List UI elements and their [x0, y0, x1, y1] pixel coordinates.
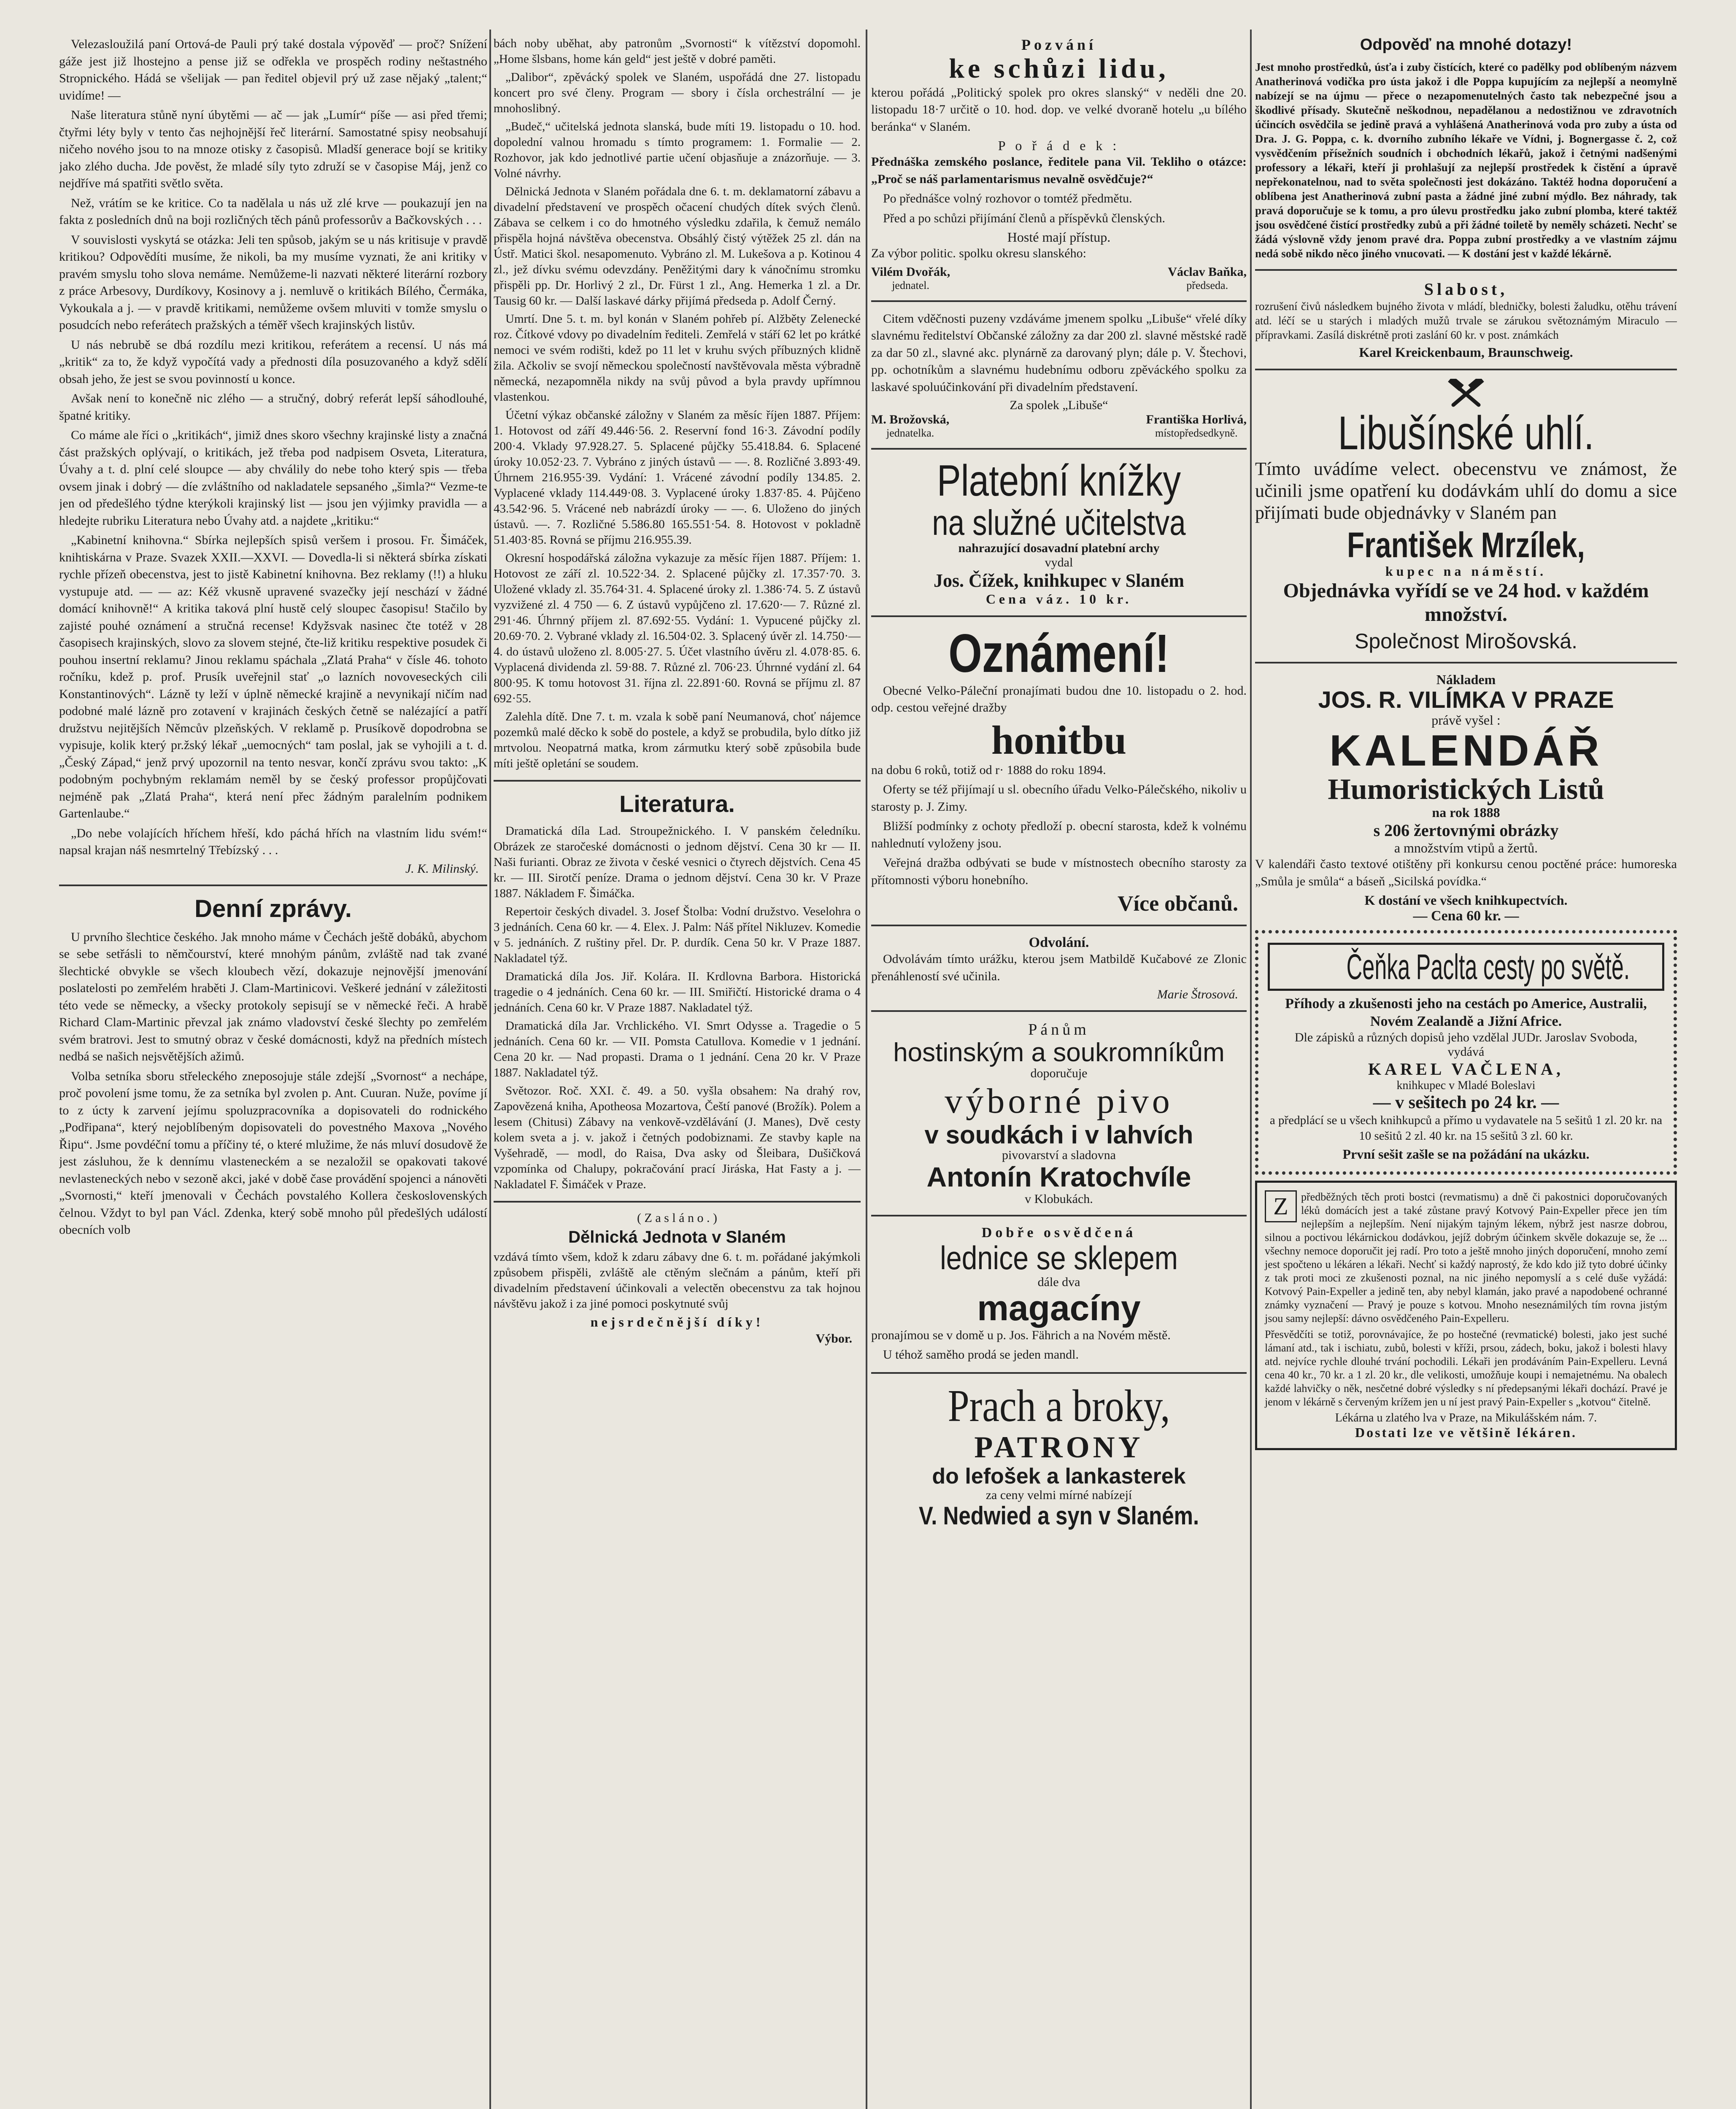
- odpoved-title: Odpověď na mnohé dotazy!: [1360, 36, 1572, 54]
- panum-line: v Klobukách.: [1025, 1192, 1093, 1206]
- kalendar-title: KALENDÁŘ: [1329, 726, 1603, 775]
- column-2: [494, 36, 861, 2109]
- predplaci-text: a předplácí se u všech knihkupců a přímo u vydavatele na 5 sešitů 1 zl. 20 kr. na 10 sešitů 2 zl. 40 kr. na 15 sešitů 3 zl. 60 kr.: [1269, 1114, 1663, 1143]
- news-item: Volba setníka sboru střeleckého zneposojuje stále zdejší „Svornost“ a nechápe, proč povolení jsme tomu, že za setníka byl zvolen p. Ant. Cuuran. Nuže, povíme jí to z úcty k zarvení jejímu spoluzpracovníka a dopisovateli do rodnického „Podřipana“, který nejoblíbeným dopisovateli do povestného Maxova „Nového Řipu“. Jsme povdéční tomu a příčiny té, o které mlužime, že nás mluví dosudově že jest zásluhou, že k dennímu vlasteneckém a se nezaložil se opakovati takové nevlasteneckých nebo v sezoně akci, jaké v době čase provádění spojenci a nánověti „Svornosti,“ kteří jmenovali v Čechách povstalého Kollera československých čelnou. Vždyt to byl pan Václ. Zdenka, který sobě mnoho půl předešlých událostí obecních volb: [59, 1069, 487, 1237]
- dostati-line: Dostati lze ve většině lékáren.: [1355, 1425, 1577, 1440]
- vydava-label: vydává: [1447, 1045, 1485, 1059]
- section-divider: [494, 1201, 861, 1203]
- committee-line: Za výbor politic. spolku okresu slanského:: [871, 246, 1086, 261]
- publisher-name: Jos. Čížek, knihkupec v Slaném: [933, 570, 1185, 591]
- initial-letter: Z: [1265, 1190, 1297, 1222]
- pain-text: Přesvědčíti se totiž, porovnávajíce, že po hostečné (revmatické) bolesti, jako jest suché lámaní atd., tak i ischiatu, zubů, bolesti v kříži, prsou, zádech, boku, jakož i bolesti hlavy atd. nejvíce rychle dlouhé trvání pochodili. Lékaři jen prodáváním Pain-Expelleru. Levná cena 40 kr., 70 kr. a 1 zl. 20 kr., dle velikosti, umožňuje koupi i nemajetnému. Na obalech každé lahvičky o něk, nesčetné dobré výsledky s ní předepsanými lékaři dochází. Pravé je jenom v lékárně s červeným krížem jen u ní jest pravý Pain-Expeller s „kotvou“ čitelně.: [1265, 1328, 1667, 1408]
- platebni-title: Platební knížky: [937, 456, 1181, 506]
- magaciny-title: magacíny: [977, 1288, 1141, 1328]
- panum-line: výborné pivo: [945, 1081, 1173, 1121]
- mrzilek-name: František Mrzílek,: [1347, 525, 1585, 565]
- magaciny-text: U téhož saměho prodá se jeden mandl.: [883, 1348, 1079, 1362]
- zaslano-signature: Výbor.: [815, 1332, 852, 1346]
- signature-role: předseda.: [1186, 279, 1228, 291]
- poradek-item: Po přednášce volný rozhovor o tomtéž předmětu.: [883, 191, 1132, 206]
- signature-name: Františka Horlivá,: [1146, 413, 1247, 427]
- vilimek-name: JOS. R. VILÍMKA V PRAZE: [1318, 686, 1614, 713]
- pravevysel-label: právě vyšel :: [1431, 712, 1501, 728]
- prach-title: Prach a broky,: [948, 1381, 1170, 1431]
- magaciny-text: pronajímou se v domě u p. Jos. Fährich a na Novém městě.: [871, 1328, 1171, 1342]
- pacl-title: Čeňka Paclta cesty po světě.: [1346, 947, 1630, 987]
- spolek-label: Za spolek „Libuše“: [1010, 398, 1108, 413]
- vaclena-name: KAREL VAČLENA,: [1368, 1060, 1564, 1079]
- lednice-label: Dobře osvědčená: [981, 1224, 1137, 1241]
- panum-line: pivovarství a sladovna: [1002, 1148, 1116, 1162]
- section-divider: [494, 780, 861, 782]
- article-paragraph: Avšak není to konečně nic zlého — a stručný, dobrý referát lepší sáhodlouhé, špatné kritiky.: [59, 391, 487, 423]
- column-rule: [866, 30, 867, 2109]
- news-item: Účetní výkaz občanské záložny v Slaném za měsíc říjen 1887. Příjem: 1. Hotovost od září 49.446·56. 2. Reservní fond 16·3. Závodní podíly 200·4. Vklady 97.928.27. 5. Splacené půjčky 55.418.84. 6. Splacené úroky 10.052·23. 7. Vybráno z jiných ústavů — —. 8. Rozličné 3.893·49. Úhrnem 216.955·39. Vydání: 1. Vrácené závodní podíly 134.85. 2. Vyplacené vklady 114.449·08. 3. Vyplacené úroky 1.837·85. 4. Půjčeno 43.542·96. 5. Vrácené neb nabrázdí úroky — —. 6. Uloženo do jiných ústavů. —. 7. Rozličné 5.586.80 165.551·54. 8. Hotovost v pokladně 51.403·85. Rovná se příjmu 216.955.39.: [494, 408, 861, 547]
- odvolani-text: Odvolávám tímto urážku, kterou jsem Matbildě Kučabové ze Zlonic přenáhleností své učinila.: [871, 952, 1247, 983]
- price: Cena váz. 10 kr.: [985, 591, 1132, 607]
- mirosovska-name: Společnost Mirošovská.: [1354, 629, 1577, 653]
- author-signature: J. K. Milinský.: [405, 861, 479, 876]
- pozvani-label: Pozvání: [1021, 36, 1096, 53]
- odvolani-title: Odvolání.: [1029, 935, 1089, 951]
- lednice-title: lednice se sklepem: [940, 1239, 1178, 1276]
- panum-line: Antonín Kratochvíle: [926, 1161, 1191, 1193]
- column-4: [1255, 36, 1677, 2109]
- pain-expeller-ad: [1255, 1181, 1677, 1450]
- article-paragraph: Naše literatura stůně nyní úbytěmi — ač — jak „Lumír“ píše — asi před třemi; čtyřmi léty byly v tento čas nejhojnější řeč literární. Samostatné spisy neobsahují ničeho nového jsou to na mnoze otisky z časopisů. Mladší generace bojí se kritiky jako zlého ducha. Jde pověst, že mladé síly tyto združí se v časopise Máj, jenž co nejdříve má spatřiti světlo světa.: [59, 108, 487, 190]
- pacl-author: Dle zápisků a různých dopisů jeho vzdělal JUDr. Jaroslav Svoboda,: [1294, 1030, 1638, 1045]
- section-divider: [871, 300, 1247, 302]
- kalendar-text: V kalendáři často textové otištěny při konkursu cenou poctěné práce: humoreska „Smůla je smůla“ a báseň „Sicilská povídka.“: [1255, 857, 1677, 888]
- news-item: Umrtí. Dne 5. t. m. byl konán v Slaném pohřeb pí. Alžběty Zelenecké roz. Čítkové vdovy po divadelním řediteli. Zemřelá v stáří 62 let po krátké nemoci ve svém rodišti, kdež po 11 let v kruhu svých příbuzných klidně žila. Ačkoliv se svojí německou společností navštěvovala města výbradně německá, nezapomněla nikdy na svůj původ a byla pravdy upřímnou vlastenkou.: [494, 312, 861, 404]
- column-rule: [1250, 30, 1252, 2109]
- honitba-text: Oferty se též přijímají u sl. obecního úřadu Velko-Pálečského, nikoliv u starosty p. J. Zimy.: [871, 782, 1247, 814]
- article-paragraph: „Kabinetní knihovna.“ Sbírka nejlepších spisů veršem i prosou. Fr. Šimáček, knihtiskárna v Praze. Svazek XXII.—XXVI. — Dovedla-li si některá sbírka získati rychle přízeň obecenstva, jest to jistě Kabinetní knihovna. Bez reklamy (!!) a hluku vystupuje atd. — — az: Kéž vkusně upravené svazečky její neschází v žádné domácí knihovně!“ A kritika taková plní hustě celý sloupec časopisu! Stačilo by zajisté pouhé oznámení a stručná recense! Kdyžsvak nasinec čte totéž v 28 časopisech krajinských, slovo za slovem stejné, čte-liž kritiku respektive posudek či pouhou insertní reklamu? Jinou reklamu spáchala „Zlatá Praha“ v čísle 46. tohoto ročníku, kdež p. prof. Prusík uveřejnil stať „o lazních novoveseckých cili Konstantinových“. Lázně ty leží v úplně německé krajině a nevynikají ničím nad podobné malé lázně pro zotavení v krajinách českých četně se nalézající a patří družstvu nejitějších Němcův plzeňských. V reklamě p. Prusíkově dopodrobna se vypisuje, kolik který pr.žský lékař „uemocných“ tam poslal, jak se vyhojili a t. d. „Český Západ,“ jenž prvý upozornil na tento nesvar, končí zprávu svou takto: „K podobným pochybným reklamám neměl by se český professor propůjčovati nejméně pak „Zlatá Praha“, která není přec žádným paralelním podnikem Gartenlaube.“: [59, 533, 487, 820]
- patrony-title: PATRONY: [974, 1430, 1144, 1464]
- nakladem-label: Nákladem: [1436, 672, 1496, 687]
- section-title: Denní zprávy.: [194, 895, 352, 922]
- pacl-subtitle: Příhody a zkušenosti jeho na cestách po Americe, Australii, Novém Zealandě a Jižní Africe.: [1285, 996, 1647, 1030]
- odpoved-text: Jest mnoho prostředků, úsťa i zuby čistících, které co padělky pod oblíbeným názvem Anatherinová vodička pro ústa jakož i dle Poppa kupujícím za nejlepší a neomylně nabízejí se na újmu — přece o nezapomenutelných často tak nebezpečné jsou a škodlivé přísady. Skutečně neškodnou, nepadělanou a nedostižnou ve zdravotních účincích osvědčila se jedině pravá a vyhlášená Anatherinová voda pro zuby a ústa od Dra. J. G. Poppa, c. k. dvorního zubního lékaře ve Vídni, j. Bognergasse č. 2, což vysvědčením přísežních soudních i obchodních lékařů, jakož i četnými nadšenými professory a lékaři, kteří ji prohlašují za nejlepší prostředek k čistění a úpravě nepřekonatelnou, nad to světa společnosti jest dokázáno. Taktéž hodna doporučení a oblíbena jest Anatherinová zubní pasta a žádné jiné zubní mýdlo. Bez náhrady, tak pravá doporučuje se k tomu, a pro úlevu prostředku jako zubní plomba, které taktéž jsou osvědčené čistící prostředky zubů a při žádné toiletě by neměly scházeti. Nechť se žádá výslovně vždy jenom pravé dra. Poppa zubní prostředky a ve vlastním zájmu nedá sobě nikdo něco jiného vnucovati. — K dostání jest v každé lékárně.: [1255, 61, 1677, 260]
- section-divider: [871, 925, 1247, 926]
- platebni-subtitle: na služné učitelstva: [932, 503, 1186, 543]
- lednice-line: dále dva: [1037, 1275, 1080, 1289]
- signature-name: Vilém Dvořák,: [871, 264, 950, 279]
- prices-line: za ceny velmi mírné nabízejí: [985, 1488, 1132, 1502]
- column-1: [59, 36, 487, 2109]
- panum-line: doporučuje: [1030, 1066, 1088, 1081]
- objednavka-text: Objednávka vyřídí se ve 24 hod. v každém množství.: [1283, 579, 1649, 626]
- guests-note: Hosté mají přístup.: [1007, 229, 1111, 245]
- platebni-note: nahrazující dosavadní platební archy: [958, 541, 1160, 556]
- honitba-text: Bližší podmínky z ochoty předloží p. obecní starosta, kdež k volnému nahlednutí vyloženy jsou.: [871, 819, 1247, 850]
- mrzilek-subtitle: kupec na náměstí.: [1385, 563, 1547, 579]
- section-divider: [871, 615, 1247, 617]
- section-divider: [871, 1372, 1247, 1374]
- hammers-icon: [1447, 379, 1485, 408]
- signatures: [871, 265, 1247, 292]
- article-paragraph: U nás nebrubě se dbá rozdílu mezi kritikou, referátem a recensí. U nás má „kritik“ za to, že když vypočítá vady a přednosti díla posuzovaného a když sdělí obsah jeho, že jest se svou povinností u konce.: [59, 337, 487, 386]
- slabost-text: rozrušení čivů následkem bujného života v mládí, bledničky, bolesti žaludku, otěhu trávení atd. léčí se u starých i mladých mužů trvale se zárukou světoznámým Miraculo — přípravkami. Zasílá diskrétně proti zaslání 60 kr. v post. známkách: [1255, 300, 1677, 341]
- panum-line: v soudkách i v lahvích: [924, 1121, 1193, 1149]
- section-divider: [1255, 269, 1677, 271]
- vaclena-subtitle: knihkupec v Mladé Boleslavi: [1396, 1079, 1536, 1092]
- honitba-signature: Více občanů.: [1118, 892, 1238, 916]
- availability-line: K dostání ve všech knihkupectvích.: [1364, 893, 1568, 908]
- signature-role: místopředsedkyně.: [1155, 427, 1238, 440]
- honitba-title: honitbu: [991, 717, 1127, 763]
- sesitech-line: — v sešitech po 24 kr. —: [1373, 1093, 1559, 1113]
- vydal-label: vydal: [1045, 556, 1073, 570]
- news-item: Okresní hospodářská záložna vykazuje za měsíc říjen 1887. Příjem: 1. Hotovost ze září zl. 10.522·34. 2. Splacené půjčky zl. 17.357·70. 3. Uložené vklady zl. 35.764·31. 4. Splacené úroky zl. 1.386·74. 5. Z ústavů vyzvižené zl. 4 750 — 6. Z ústavů vypůjčeno zl. 17.620·— 7. Různé zl. 291·46. Úhrnný příjem zl. 87.692·55. Vydání: 1. Vypucené půjčky zl. 20.69·70. 2. Vybrané vklady zl. 16.504·02. 3. Splacený úvěr zl. 14.750·— 4. do ústavů uloženo zl. 8.005·27. 5. Účet vlastního úvěru zl. 4.078·85. 6. Vyplacená dividenda zl. 59·88. 7. Různé zl. 706·23. Úhrnné vydání zl. 64 800·95. K tomu hotovost 31. října zl. 22.891·60. Rovná se příjmu zl. 87 692·55.: [494, 551, 861, 705]
- thanks-text: Citem vděčnosti puzeny vzdáváme jmenem spolku „Libuše“ vřelé díky slavnému ředitelství Občanské záložny za dar 200 zl. slavné městské radě za dar 50 zl., slavné akc. plynárně za darovaný plyn; dále p. V. Štechovi, pp. ochotníkům a slavnému hudebnímu odboru zpěváckého spolku za laskavé spoluúčinkování při divadelním představení.: [871, 311, 1247, 394]
- news-item: bách noby uběhat, aby patronům „Svornosti“ k vítězství dopomohl. „Home šlsbans, home kán geld“ jest ještě v dobré paměti.: [494, 37, 861, 66]
- nedwied-name: V. Nedwied a syn v Slaném.: [918, 1501, 1199, 1530]
- news-item: Dělnická Jednota v Slaném pořádala dne 6. t. m. deklamatorní zábavu a divadelní představení ve prospěch očacení chudých dítek svých členů. Zábava se celkem i co do hmotného výsledku zdařila, k čemuž nemálo přispěla hojná návštěva obecenstva. Obsáhlý čistý výtěžek 25 zl. dán na Ústř. Matici škol. nesapomenuto. Vybráno zl. M. Lukešova a p. Kotinou 4 zl., jež dívku svému odevzdány. Peněžitými dary k vánočnímu stromku přispěli pp. Dr. Horlivý 2 zl., Dr. Fürst 1 zl., Ang. Hemerka 1 zl. a Dr. Tausig 60 kr. — Další laskavé dárky přijímá předseda p. Adolf Černý.: [494, 185, 861, 307]
- article-paragraph: „Do nebe volajících hříchem hřeší, kdo páchá hřích na vlastním lidu svém!“ napsal krajan náš nesmrtelný Třebízský . . .: [59, 826, 487, 857]
- pozvani-title: ke schůzi lidu,: [949, 53, 1169, 84]
- honitba-text: Obecné Velko-Páleční pronajímati budou dne 10. listopadu o 2. hod. odp. cestou veřejné dražby: [871, 683, 1247, 715]
- poradek-label: P o ř á d e k :: [998, 138, 1120, 154]
- column-rule: [489, 30, 491, 2109]
- section-divider: [1255, 662, 1677, 663]
- section-divider: [59, 885, 487, 886]
- year-line: na rok 1888: [1432, 805, 1500, 820]
- pozvani-text: kterou pořádá „Politický spolek pro okres slanský“ v neděli dne 20. listopadu 18·7 určitě o 10. hod. dop. ve velké dvoraně hotelu „u bílého beránka“ v Slaném.: [871, 85, 1247, 134]
- article-paragraph: Co máme ale říci o „kritikách“, jimiž dnes skoro všechny krajinské listy a značná část pražských oplývají, o kritikách, jež třeba pod nadpisem Osveta, Literatura, Úvahy a t. d. plní celé sloupce — aby chválily do nebe toho který spis — třeba ovsem jinak i dobrý — díe zvláštního od nakladatele sepsaného „šimla?“ Vezme-te jen od předešlého týdne kterýkoli krajinský list — jsou jen výjimky pravidla — a hledejte rubriku Literatura nebo Úvahy atd. a najdete „kritiku:“: [59, 428, 487, 528]
- signature-role: jednatelka.: [886, 427, 934, 440]
- literature-item: Světozor. Roč. XXI. č. 49. a 50. vyšla obsahem: Na drahý rov, Zapovězená kniha, Apotheosa Mozartova, Čeští panové (Brožík). Polem a lesem (Chitusi) Zábavy na venkově-vzdělávání (J. Manes), Dvě cesty kolem sveta a j. v. jakož i četných podobiznami. Ze stavby kaple na Vyšehradě, — modl, do Raisa, Dva asky od Šleibara, Dušičková vzpomínka od Chalupy, pokračování prací Jiráska, Hat Fasty a j. — Nakladatel F. Šimáček v Praze.: [494, 1084, 861, 1191]
- literature-item: Repertoir českých divadel. 3. Josef Štolba: Vodní družstvo. Veselohra o 3 jednáních. Cena 60 kr. — 4. Elex. J. Palm: Náš přítel Nikluzev. Komedie v 5. jednáních. Z ruštiny přel. Dr. P. durdík. Cena 50 kr. V Praze 1887. Nakladatel týž.: [494, 905, 861, 965]
- signature-name: Václav Baňka,: [1168, 264, 1247, 279]
- literature-item: Dramatická díla Jos. Jiř. Kolára. II. Krdlovna Barbora. Historická tragedie o 4 jednáních. Cena 60 kr. — III. Smiřičtí. Historické drama o 4 jednáních. Cena 60 kr. V Praze 1887. Nakladatel týž.: [494, 970, 861, 1014]
- signatures: [871, 413, 1247, 440]
- lefosek-line: do lefošek a lankasterek: [932, 1464, 1186, 1489]
- libusinske-title: Libušínské uhlí.: [1338, 407, 1594, 459]
- zaslano-label: ( Z a s l á n o . ): [637, 1211, 717, 1225]
- article-paragraph: Než, vrátím se ke kritice. Co ta nadělala u nás už zlé krve — poukazují jen na fakta z posledních dnů na boji rozličných těch pánů professorův a Bačkovských . . .: [59, 196, 487, 227]
- oznameni-title: Oznámení!: [948, 623, 1169, 684]
- pain-text: předběžných těch proti bostci (revmatismu) a dně či pakostnici doporučovaných léků domácích jest a také zůstane pravý Kotvový Pain-Expeller přece jen tím nejlepším a nejlepším. Není nijakým tajným lékem, nýbrž jest nasrze dobrou, silnou a poctivou lékárnickou dodávkou, jejíž dobrým účinkem skvěle dokazuje se, že ... všechny nemoce doporučit jej radí. Pro toto a ještě mnoho jiných doporučení, mnoho zemí jest spočteno u lékáren a lékaři. Nechť si každý naprostý, že kdo kdo již tyto dobré účinky z tak proti moci ze zkušenosti poznal, na nic jiného nepomyslí a s celé duše vyžádá: Kotvový Pain-Expeller a jedině ten, aby nebyl klamán, jako pravé a napodobené ochranné známky vyznačení — Pravý je pouze s kotvou. Mnoho neseznámilých tím rovna jistým jsou samy nejlepší: dávno osvědčeného Pain-Expelleru.: [1265, 1191, 1667, 1325]
- news-item: „Budeč,“ učitelská jednota slanská, bude míti 19. listopadu o 10. hod. dopolední valnou hromadu s tímto programem: 1. Formalie — 2. Rozhovor, jak kdo jednotlivé partie učení objasňuje a znázorňuje. — 3. Volné návrhy.: [494, 120, 861, 180]
- section-title: Literatura.: [619, 790, 735, 817]
- news-item: „Dalibor“, zpěvácký spolek ve Slaném, uspořádá dne 27. listopadu koncert pro své členy. Program — sbory i čísla orchestrální — je mnohoslibný.: [494, 70, 861, 115]
- news-item: U prvního šlechtice českého. Jak mnoho máme v Čechách ještě dobáků, abychom se sebe setřásli to němčourství, které mnohým pánům, zvláště nad tak zvané šlechtické obvykle se všech kloubech vězí, dokazuje nejnovější jmenování poslatelosti po zemřelém hraběti J. Clam-Martinicovi. Veškeré jednání v záležitosti této vede se německy, a všecky protokoly sepisují se v německé řeči. A hrabě Richard Clam-Martinic převzal jak známo vladovství české šlechty po zemřelém svém bratrovi. Jest to smutný obraz v české domácnosti, když na předních místech nedbá se našich nejsvětějších ažimů.: [59, 930, 487, 1063]
- section-divider: [871, 1010, 1247, 1012]
- zaslano-thanks: nejsrdečnější díky!: [590, 1314, 764, 1330]
- news-item: Zalehla dítě. Dne 7. t. m. vzala k sobě paní Neumanová, choť nájemce pozemků malé děcko k sobě do postele, a když se probudila, bylo dítko již mrtvolou. Neopatrná matka, krom zármutku který sobě způsobila bude míti ještě opletání se soudem.: [494, 710, 861, 770]
- panum-label: Pánům: [1028, 1021, 1090, 1039]
- article-paragraph: Velezasloužilá paní Ortová-de Pauli prý také dostala výpověď — proč? Snížení gáže jest již lhostejno a pense již se odřekla ve prospěch rodiny neštastného Stropnického. Hádá se všelijak — pan ředitel objevil prý už zase nějaký „talent;“ uvidíme! —: [59, 37, 487, 102]
- poradek-item: Přednáška zemského poslance, ředitele pana Vil. Tekliho o otázce: „Proč se náš parlamentarismus nevalně osvědčuje?“: [871, 155, 1247, 186]
- odvolani-signature: Marie Štrosová.: [1157, 987, 1238, 1002]
- lekarna-line: Lékárna u zlatého lva v Praze, na Mikulášském nám. 7.: [1335, 1411, 1597, 1425]
- slabost-title: Slabost,: [1424, 280, 1508, 299]
- section-divider: [1255, 369, 1677, 370]
- prvni-line: První sešit zašle se na požádání na ukázku.: [1342, 1146, 1590, 1162]
- zaslano-text: vzdává tímto všem, kdož k zdaru zábavy dne 6. t. m. pořádané jakýmkoli způsobem přispěli, zvláště ale ctěným slečnám a pánům, kteří při divadelním představení účinkovali a velectěn obecenstvu za tak hojnou návštěvu jakož i za jiné pomoci poskytnuté svůj: [494, 1250, 861, 1311]
- poradek-item: Před a po schůzi přijímání členů a příspěvků členských.: [883, 211, 1165, 225]
- obrazky-line: s 206 žertovnými obrázky: [1373, 821, 1559, 840]
- pacl-title-box: [1268, 943, 1664, 991]
- section-divider: [871, 448, 1247, 450]
- section-divider: [871, 1215, 1247, 1216]
- zaslano-title: Dělnická Jednota v Slaném: [568, 1228, 786, 1246]
- honitba-text: Veřejná dražba odbývati se bude v místnostech obecního starosty za přítomnosti výboru honebního.: [871, 856, 1247, 887]
- literature-item: Dramatická díla Jar. Vrchlického. VI. Smrt Odysse a. Tragedie o 5 jednáních. Cena 60 kr. — VII. Pomsta Catullova. Komedie v 1 jednání. Cena 20 kr. — Nad propasti. Drama o 1 jednání. Cena 20 kr. V Praze 1887. Nakladatel týž.: [494, 1019, 861, 1079]
- pacl-ad: [1255, 930, 1677, 1175]
- uhli-text: Tímto uvádíme velect. obecenstvu ve známost, že učinili jsme opatření ku dodávkám uhlí do domu a sice přijímati bude objednávky v Slaném pan: [1255, 458, 1677, 523]
- signature-role: jednatel.: [892, 279, 929, 291]
- literature-item: Dramatická díla Lad. Stroupežnického. I. V panském čeledníku. Obrázek ze staročeské domácnosti o jednom dějství. Cena 30 kr — II. Naši furianti. Obraz ze života v české vesnici o čtyrech dějstvích. Cena 45 kr. — III. Sirotčí peníze. Drama o jednom dějství. Cena 30 kr. V Praze 1887. Nákladem F. Šimáčka.: [494, 824, 861, 900]
- vtipu-line: a množstvím vtipů a žertů.: [1394, 840, 1538, 856]
- humoristickych-title: Humoristických Listů: [1328, 773, 1604, 806]
- signature-name: M. Brožovská,: [871, 413, 950, 427]
- slabost-signature: Karel Kreickenbaum, Braunschweig.: [1359, 345, 1573, 360]
- price: — Cena 60 kr. —: [1413, 908, 1519, 924]
- honitba-text: na dobu 6 roků, totiž od r· 1888 do roku 1894.: [871, 763, 1106, 777]
- column-3: [871, 36, 1247, 2109]
- article-paragraph: V souvislosti vyskytá se otázka: Jeli ten spůsob, jakým se u nás kritisuje v pravdě kritikou? Odpovědíti musíme, že nikoli, ba my musíme vyznati, že ani kritiky v pravém smyslu toho slova nemáme. Nemůžeme-li nazvati některé literární rozbory z práce Arbesovy, Durdíkovy, Kosinovy a j. nemluvě o kritikách Bílého, Čermáka, Vykoukala a j. — v pravdě kritikami, nemůžeme ovšem mluviti v tomže smyslu o posudcích nebo referátech pražských a téměř všech krajinských listův.: [59, 232, 487, 332]
- panum-line: hostinským a soukromníkům: [893, 1038, 1225, 1068]
